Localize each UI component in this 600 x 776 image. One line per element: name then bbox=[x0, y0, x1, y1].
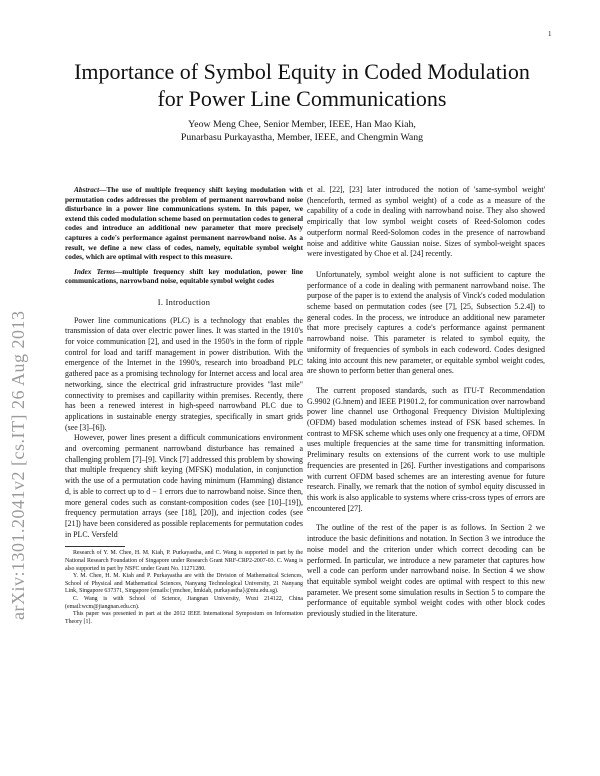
footnote: C. Wang is with School of Science, Jiangnan University, Wuxi 214122, China (email:wcm@jiangnan.edu.cn). bbox=[65, 595, 303, 610]
footnotes bbox=[65, 550, 303, 626]
section-heading-introduction: I. Introduction bbox=[157, 297, 211, 307]
abstract-label: Abstract bbox=[74, 185, 100, 194]
body-paragraph: The outline of the rest of the paper is as follows. In Section 2 we introduce the basic definitions and notation. In Section 3 we introduce the noise model and the criterion under which correct decoding can be performed. In particular, we introduce a new parameter that captures how well a code can perform under narrowband noise. In Section 4 we show that equitable symbol weight codes are optimal with respect to this new parameter. We present some simulation results in Section 5 to compare the performance of equitable symbol weight codes with other block codes previously studied in the literature. bbox=[307, 523, 545, 619]
body-paragraph: Unfortunately, symbol weight alone is not sufficient to capture the performance of a code in dealing with permanent narrowband noise. The purpose of the paper is to extend the analysis of Vinck's coded modulation scheme based on permutation codes (see [7], [25, Subsection 5.2.4]) to general codes. In the process, we introduce an additional new parameter that more precisely captures a code's performance against permanent narrowband noise. This parameter is related to symbol equity, the uniformity of frequencies of symbols in each codeword. Codes designed taking into account this new parameter, or equitable symbol weight codes, are shown to perform better than general ones. bbox=[307, 269, 545, 376]
index-terms-label: Index Terms bbox=[74, 266, 115, 276]
index-terms bbox=[65, 267, 303, 286]
page-number: 1 bbox=[548, 30, 552, 38]
left-column bbox=[65, 185, 303, 626]
author-line-2: Punarbasu Purkayastha, Member, IEEE, and Chengmin Wang bbox=[180, 132, 424, 143]
footnote: Y. M. Chee, H. M. Kiah and P. Purkayastha are with the Division of Mathematical Sciences, School of Physical and Mathematical Sciences, Nanyang Technological University, 21 Nanyang Link, Singapore 637371, Singapore (emails:{ymchee, hmkiah, purkayastha}@ntu.edu.sg). bbox=[65, 573, 303, 595]
footnote: This paper was presented in part at the 2012 IEEE International Symposium on Information Theory [1]. bbox=[65, 611, 303, 625]
footnote: Research of Y. M. Chee, H. M. Kiah, P. Purkayastha, and C. Wang is supported in part by the National Research Foundation of Singapore under Research Grant NRF-CRP2-2007-03. C. Wang is also supported in part by NSFC under Grant No. 11271280. bbox=[65, 550, 303, 572]
paper-title: Importance of Symbol Equity in Coded Modulation for Power Line Communications bbox=[74, 59, 530, 111]
body-paragraph: et al. [22], [23] later introduced the notion of 'same-symbol weight' (henceforth, termed as symbol weight) of a code as a measure of the capability of a code in dealing with narrowband noise. They also showed empirically that low symbol weight cosets of Reed-Solomon codes outperform normal Reed-Solomon codes in the presence of narrowband noise and additive white Gaussian noise. Sizes of symbol-weight spaces were investigated by Choe et al. [24] recently. bbox=[307, 185, 545, 259]
abstract bbox=[65, 185, 303, 262]
footnote-rule bbox=[65, 546, 125, 547]
body-paragraph: The current proposed standards, such as ITU-T Recommendation G.9902 (G.hnem) and IEEE P1901.2, for communication over narrowband power line channel use Orthogonal Frequency Division Multiplexing (OFDM) based modulation schemes instead of FSK based schemes. In contrast to MFSK scheme which uses only one frequency at a time, OFDM uses multiple frequencies at the same time for transmitting information. Preliminary results on extensions of the current work to use multiple frequencies are presented in [26]. Further investigations and comparisons with current OFDM based schemes are an interesting avenue for future research. Finally, we remark that the notion of symbol equity discussed in this work is also applicable to systems where criss-cross types of errors are encountered [27]. bbox=[307, 385, 545, 513]
abstract-text: —The use of multiple frequency shift keying modulation with permutation codes addresses the problem of permanent narrowband noise disturbance in a power line communications system. In this paper, we extend this coded modulation scheme based on permutation codes to general codes and introduce an additional new parameter that more precisely captures a code's performance against permanent narrowband noise. As a result, we define a new class of codes, namely, equitable symbol weight codes, which are optimal with respect to this measure. bbox=[65, 185, 303, 262]
author-line-1: Yeow Meng Chee, Senior Member, IEEE, Han Mao Kiah, bbox=[188, 119, 416, 130]
intro-paragraph: However, power lines present a difficult communications environment and overcoming permanent narrowband disturbance has remained a challenging problem [7]–[9]. Vinck [7] addressed this problem by showing that multiple frequency shift keying (MFSK) modulation, in conjunction with the use of a permutation code having minimum (Hamming) distance d, is able to correct up to d − 1 errors due to narrowband noise. Since then, more general codes such as constant-composition codes (see [10]–[19]), frequency permutation arrays (see [18], [20]), and injection codes (see [21]) have been considered as possible replacements for permutation codes in PLC. Versfeld bbox=[65, 433, 303, 539]
index-terms-text: —multiple frequency shift key modulation, power line communications, narrowband noise, equitable symbol weight codes bbox=[65, 266, 303, 286]
intro-paragraph: Power line communications (PLC) is a technology that enables the transmission of data over electric power lines. It was started in the 1910's for voice communication [2], and used in the 1950's in the form of ripple control for load and tariff management in power distribution. With the emergence of the Internet in the 1990's, research into broadband PLC gathered pace as a promising technology for Internet access and local area networking, since the electrical grid infrastructure provides "last mile" connectivity to premises and capillarity within premises. Recently, there has been a renewed interest in high-speed narrowband PLC due to applications in sustainable energy strategies, specifically in smart grids (see [3]–[6]). bbox=[65, 315, 303, 432]
author-block bbox=[80, 118, 524, 144]
arxiv-stamp: arXiv:1301.2041v2 [cs.IT] 26 Aug 2013 bbox=[8, 310, 28, 620]
right-column bbox=[307, 185, 545, 620]
